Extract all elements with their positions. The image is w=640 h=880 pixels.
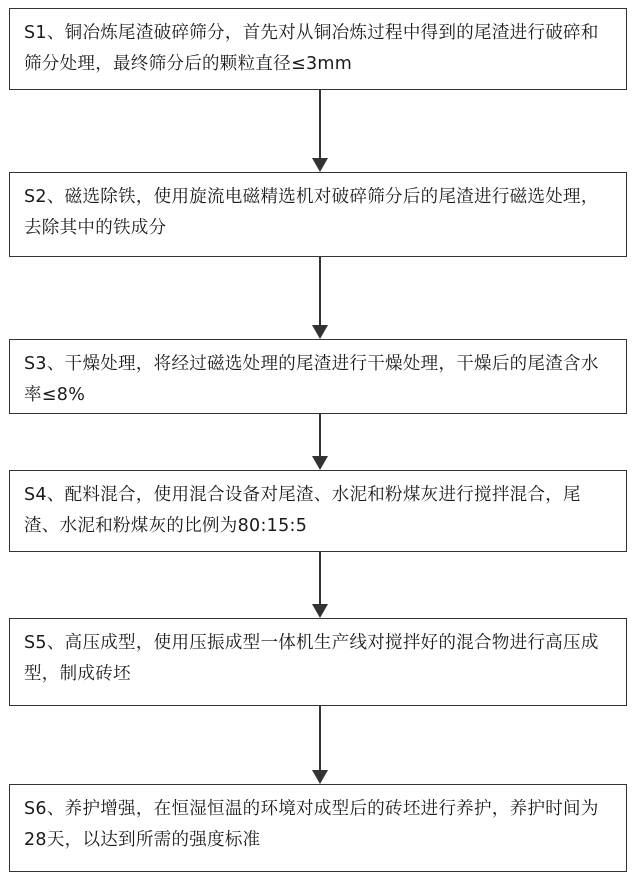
step-text-s2: S2、磁选除铁，使用旋流电磁精选机对破碎筛分后的尾渣进行磁选处理，去除其中的铁成分 — [24, 187, 599, 238]
step-box-s5 — [9, 618, 627, 706]
step-box-s2 — [9, 172, 627, 257]
step-text-s5: S5、高压成型，使用压振成型一体机生产线对搅拌好的混合物进行高压成型，制成砖坯 — [24, 633, 599, 684]
arrow-s4-to-s5 — [312, 552, 328, 618]
step-text-s3: S3、干燥处理，将经过磁选处理的尾渣进行干燥处理，干燥后的尾渣含水率≤8% — [24, 354, 599, 405]
arrow-s5-to-s6 — [312, 706, 328, 784]
step-text-s1: S1、铜冶炼尾渣破碎筛分，首先对从铜冶炼过程中得到的尾渣进行破碎和筛分处理，最终筛分后的颗粒直径≤3mm — [24, 23, 599, 74]
step-text-s6: S6、养护增强，在恒湿恒温的环境对成型后的砖坯进行养护，养护时间为28天，以达到所需的强度标准 — [24, 799, 599, 850]
step-text-s4: S4、配料混合，使用混合设备对尾渣、水泥和粉煤灰进行搅拌混合，尾渣、水泥和粉煤灰的比例为80:15:5 — [24, 485, 581, 536]
arrow-s1-to-s2 — [312, 90, 328, 172]
step-box-s1 — [9, 8, 627, 90]
step-box-s4 — [9, 470, 627, 552]
step-box-s3 — [9, 339, 627, 414]
arrow-s3-to-s4 — [312, 414, 328, 470]
arrow-s2-to-s3 — [312, 257, 328, 339]
step-box-s6 — [9, 784, 627, 872]
